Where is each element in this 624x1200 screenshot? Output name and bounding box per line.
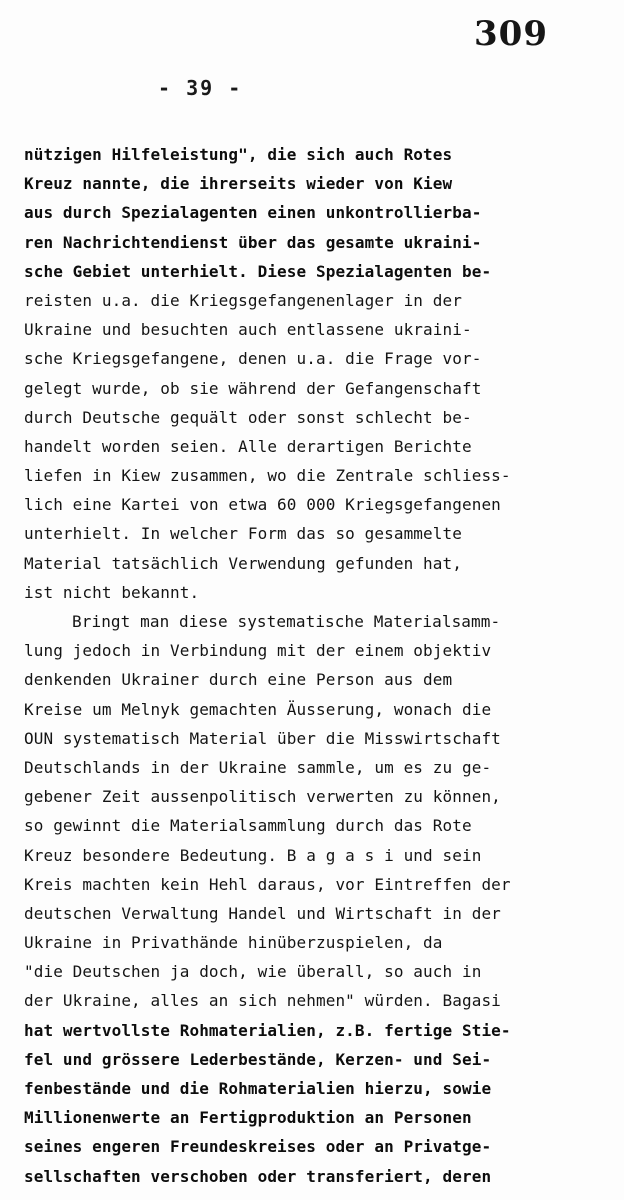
text-line: fenbestände und die Rohmaterialien hierzu, sowie [24,1079,492,1098]
text-line: gebener Zeit aussenpolitisch verwerten zu können, [24,787,501,807]
text-line: sche Kriegsgefangene, denen u.a. die Frage vor- [24,349,482,369]
text-line: so gewinnt die Materialsammlung durch das Rote [24,816,472,836]
folio-number: 309 [474,14,548,54]
text-line: liefen in Kiew zusammen, wo die Zentrale schliess- [24,466,511,486]
text-line: fel und grössere Lederbestände, Kerzen- und Sei- [24,1049,492,1069]
text-line: reisten u.a. die Kriegsgefangenenlager in der [24,290,462,310]
text-line: Kreuz nannte, die ihrerseits wieder von Kiew [24,174,453,194]
body-text [24,140,620,1191]
text-line: lich eine Kartei von etwa 60 000 Kriegsgefangenen [24,495,501,515]
text-line: nützigen Hilfeleistung", die sich auch Rotes [24,145,453,164]
text-line: Kreise um Melnyk gemachten Äusserung, wonach die [24,699,492,719]
text-line: Kreuz besondere Bedeutung. B a g a s i und sein [24,845,482,865]
text-line: Ukraine und besuchten auch entlassene ukraini- [24,320,472,340]
text-line: hat wertvollste Rohmaterialien, z.B. fertige Stie- [24,1020,511,1040]
text-line: gelegt wurde, ob sie während der Gefangenschaft [24,378,482,398]
text-line: lung jedoch in Verbindung mit der einem objektiv [24,641,492,661]
text-line: denkenden Ukrainer durch eine Person aus dem [24,670,453,690]
paragraph-start-line: Bringt man diese systematische Materialsamm- [72,612,501,631]
text-line: Deutschlands in der Ukraine sammle, um es zu ge- [24,757,492,777]
text-line: sellschaften verschoben oder transferiert, deren [24,1166,492,1186]
text-line: OUN systematisch Material über die Misswirtschaft [24,728,501,748]
text-line: seines engeren Freundeskreises oder an Privatge- [24,1137,492,1157]
text-line: Kreis machten kein Hehl daraus, vor Eintreffen der [24,874,511,894]
text-line: ren Nachrichtendienst über das gesamte ukraini- [24,232,482,252]
page-number: - 39 - [158,76,243,100]
text-line: sche Gebiet unterhielt. Diese Spezialagenten be- [24,261,492,281]
text-line: deutschen Verwaltung Handel und Wirtschaft in der [24,903,501,923]
text-line: Ukraine in Privathände hinüberzuspielen, da [24,933,443,953]
text-line: ist nicht bekannt. [24,582,200,602]
text-line: handelt worden seien. Alle derartigen Berichte [24,436,472,456]
text-line: Millionenwerte an Fertigproduktion an Personen [24,1108,472,1128]
text-line: der Ukraine, alles an sich nehmen" würden. Bagasi [24,991,501,1011]
text-line: aus durch Spezialagenten einen unkontrollierba- [24,203,482,223]
text-line: unterhielt. In welcher Form das so gesammelte [24,524,462,544]
text-line: durch Deutsche gequält oder sonst schlecht be- [24,407,472,427]
text-line: Material tatsächlich Verwendung gefunden hat, [24,553,462,573]
text-line: "die Deutschen ja doch, wie überall, so auch in [24,962,482,982]
